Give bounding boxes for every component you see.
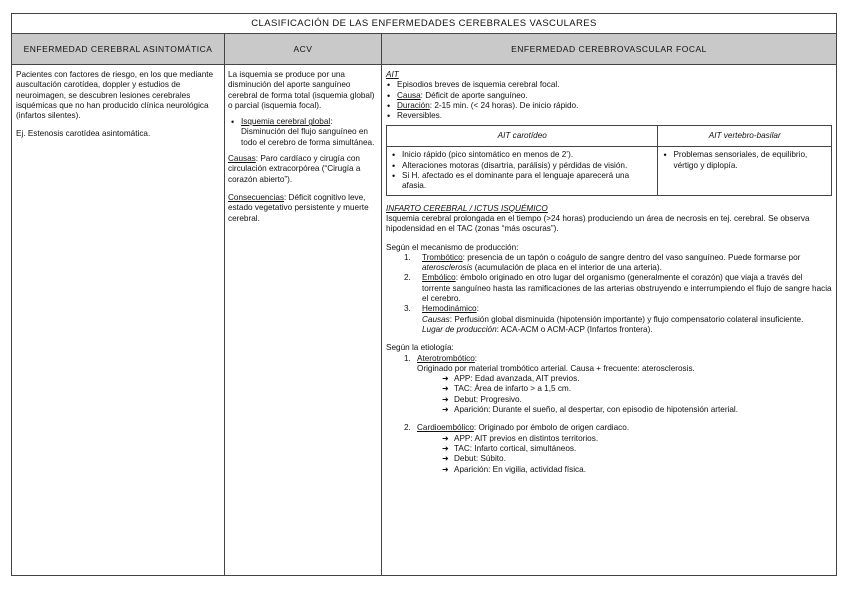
list-item: • Si H. afectado es el dominante para el lenguaje aparecerá una afasia. — [402, 171, 653, 192]
feature-text: APP: Edad avanzada, AIT previos. — [454, 374, 580, 384]
list-item — [397, 91, 832, 101]
hemodynamic-label: Hemodinámico — [422, 304, 477, 314]
list-item — [397, 101, 832, 111]
arrow-icon: ➜ — [442, 384, 449, 394]
acv-description: La isquemia se produce por una disminución del aporte sanguíneo cerebral de forma total (isquemia global) o parcial (isquemia focal). — [228, 70, 375, 110]
header-focal: ENFERMEDAD CEREBROVASCULAR FOCAL — [382, 34, 837, 65]
ait-vertebrobasilar-header: AIT vertebro-basilar — [658, 126, 832, 147]
feature-text: TAC: Infarto cortical, simultáneos. — [454, 443, 577, 453]
arrow-icon: ➜ — [442, 394, 449, 404]
ait-carotid-header: AIT carotídeo — [387, 126, 658, 147]
classification-document — [11, 13, 836, 582]
feature-item — [442, 444, 832, 454]
feature-item — [442, 465, 832, 475]
feature-text: Aparición: Durante el sueño, al despertar, con episodio de hipotensión arterial. — [454, 405, 739, 415]
ait-carotid-list — [391, 150, 653, 191]
etiology-intro: Según la etiología: — [386, 343, 454, 353]
acv-causes — [228, 154, 378, 185]
causes-label: Causas — [228, 154, 256, 164]
arrow-icon: ➜ — [442, 443, 449, 453]
ait-heading: AIT — [386, 70, 399, 79]
document-title: CLASIFICACIÓN DE LAS ENFERMEDADES CEREBRALES VASCULARES — [12, 14, 837, 34]
ait-item-label: Duración — [397, 100, 430, 110]
list-item — [397, 111, 832, 121]
list-item — [241, 117, 378, 148]
arrow-icon: ➜ — [442, 405, 449, 415]
feature-text: Debut: Súbito. — [454, 454, 506, 464]
embolic-label: Embólico — [422, 273, 456, 283]
global-ischemia-text: : Disminución del flujo sanguíneo en todo el cerebro de forma simultánea. — [241, 117, 375, 147]
arrow-icon: ➜ — [442, 464, 449, 474]
feature-text: Aparición: En vigilia, actividad física. — [454, 464, 586, 474]
cardioembolic-features — [404, 434, 832, 475]
column-focal — [382, 65, 837, 576]
arrow-icon: ➜ — [442, 433, 449, 443]
mechanism-item-thrombotic — [404, 253, 832, 274]
atherosclerosis-term: aterosclerosis — [422, 263, 473, 273]
hemodynamic-location-label: Lugar de producción — [422, 324, 497, 334]
ait-carotid-cell — [387, 147, 658, 195]
hemodynamic-causes-label: Causas — [422, 314, 450, 324]
feature-text: APP: AIT previos en distintos territorios. — [454, 433, 599, 443]
cardioembolic-text: : Originado por émbolo de origen cardiaco. — [473, 423, 630, 433]
global-ischemia-label: Isquemia cerebral global — [241, 117, 331, 127]
thrombotic-text-end: (acumulación de placa en el interior de una arteria). — [472, 263, 662, 273]
ait-item-label: Causa — [397, 90, 421, 100]
ait-list — [386, 80, 832, 121]
thrombotic-text: : presencia de un tapón o coágulo de sangre dentro del vaso sanguíneo. Puede formarse por — [462, 252, 801, 262]
ait-item-text: : Déficit de aporte sanguíneo. — [420, 90, 528, 100]
header-acv: ACV — [225, 34, 382, 65]
feature-item — [442, 434, 832, 444]
atherothrombotic-colon: : — [474, 353, 478, 363]
infarct-heading: INFARTO CEREBRAL / ICTUS ISQUÉMICO — [386, 203, 548, 213]
column-asymptomatic — [12, 65, 225, 576]
mechanism-item-hemodynamic — [404, 304, 832, 335]
item-number: 1. — [404, 252, 411, 262]
hemodynamic-causes-text: : Perfusión global disminuida (hipotensión importante) y flujo compensatorio colateral insuficiente. — [449, 314, 804, 324]
list-item: • Problemas sensoriales, de equilibrio, vértigo y diplopía. — [673, 150, 827, 171]
ait-vertebrobasilar-cell — [658, 147, 832, 195]
list-item: • Inicio rápido (pico sintomático en menos de 2’). — [402, 150, 653, 160]
header-asymptomatic: ENFERMEDAD CEREBRAL ASINTOMÁTICA — [12, 34, 225, 65]
mechanism-intro: Según el mecanismo de producción: — [386, 242, 519, 252]
item-number: 3. — [404, 304, 411, 314]
etiology-list — [386, 354, 832, 475]
ait-item-text: : 2-15 min. (< 24 horas). De inicio rápido. — [429, 100, 579, 110]
thrombotic-label: Trombótico — [422, 252, 463, 262]
item-number: 1. — [404, 353, 411, 363]
causes-text: : Paro cardíaco y cirugía con circulación extracorpórea (“Cirugía a corazón abierto”). — [228, 154, 361, 184]
atherothrombotic-label: Aterotrombótico — [417, 353, 475, 363]
feature-item — [442, 454, 832, 464]
acv-bullet-list — [228, 117, 378, 148]
list-item: • Alteraciones motoras (disartria, parálisis) y pérdidas de visión. — [402, 161, 653, 171]
cardioembolic-label: Cardioembólico — [417, 423, 474, 433]
feature-item — [442, 374, 832, 384]
feature-text: TAC: Área de infarto > a 1,5 cm. — [454, 384, 572, 394]
mechanism-item-embolic — [404, 273, 832, 304]
embolic-text: : émbolo originado en otro lugar del organismo (generalmente el corazón) que viaja a través del torrente sanguíneo hasta las ramificaciones de las arterias obstruyendo e interrumpiendo el flujo de sangre hacia el cerebro. — [422, 273, 832, 304]
column-acv — [225, 65, 382, 576]
hemodynamic-location-text: : ACA-ACM o ACM-ACP (Infartos frontera). — [496, 324, 653, 334]
ait-vertebrobasilar-list — [662, 150, 827, 171]
consequences-label: Consecuencias — [228, 192, 284, 202]
asymptomatic-description: Pacientes con factores de riesgo, en los que mediante auscultación carotídea, doppler y estudios de neuroimagen, se descubren lesiones cerebrales isquémicas que no han producido clínica neurológica (infartos silentes). — [16, 70, 214, 121]
arrow-icon: ➜ — [442, 374, 449, 384]
acv-consequences — [228, 193, 378, 224]
hemodynamic-colon: : — [476, 304, 479, 314]
etiology-item-cardioembolic — [404, 423, 832, 474]
feature-text: Debut: Progresivo. — [454, 394, 522, 404]
classification-table — [11, 13, 837, 576]
list-item — [397, 80, 832, 90]
ait-item-text: Reversibles. — [397, 111, 443, 121]
ait-types-table — [386, 125, 832, 195]
atherothrombotic-description: Originado por material trombótico arterial. Causa + frecuente: aterosclerosis. — [417, 363, 695, 373]
etiology-item-atherothrombotic — [404, 354, 832, 416]
arrow-icon: ➜ — [442, 454, 449, 464]
item-number: 2. — [404, 423, 411, 433]
feature-item — [442, 405, 832, 415]
consequences-text: : Déficit cognitivo leve, estado vegetativo persistente y muerte cerebral. — [228, 192, 369, 223]
feature-item — [442, 395, 832, 405]
feature-item — [442, 384, 832, 394]
atherothrombotic-features — [404, 374, 832, 415]
asymptomatic-example: Ej. Estenosis carotídea asintomática. — [16, 129, 151, 139]
infarct-description: Isquemia cerebral prolongada en el tiempo (>24 horas) produciendo un área de necrosis en tej. cerebral. Se observa hipodensidad en el TAC (zonas “más oscuras”). — [386, 213, 810, 234]
mechanism-list — [386, 253, 832, 335]
ait-item-text: Episodios breves de isquemia cerebral focal. — [397, 80, 560, 90]
item-number: 2. — [404, 273, 411, 283]
